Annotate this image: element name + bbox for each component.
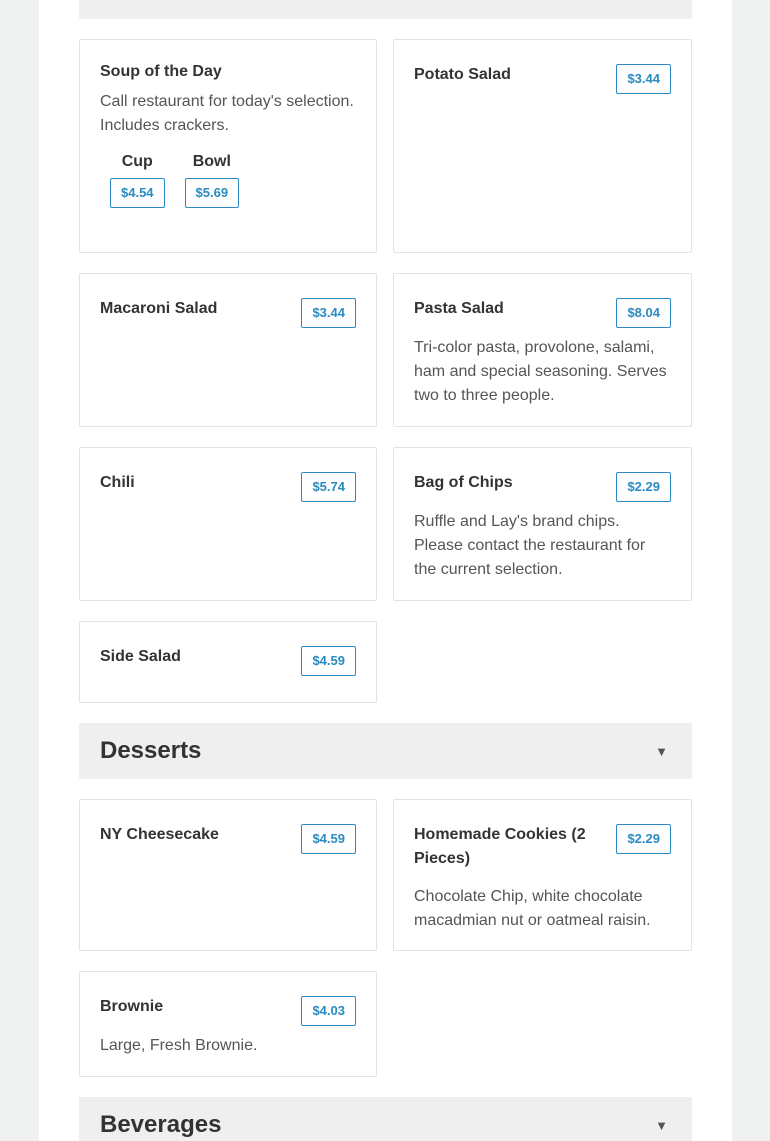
item-name: NY Cheesecake bbox=[100, 826, 219, 843]
menu-item-potato-salad[interactable] bbox=[393, 39, 692, 253]
size-option-cup bbox=[110, 152, 165, 208]
menu-item-homemade-cookies[interactable] bbox=[393, 799, 692, 951]
menu-page bbox=[39, 0, 732, 1141]
item-description: Tri-color pasta, provolone, salami, ham and special seasoning. Serves two to three people. bbox=[414, 339, 667, 404]
item-description: Ruffle and Lay's brand chips. Please contact the restaurant for the current selection. bbox=[414, 513, 646, 578]
menu-item-pasta-salad[interactable] bbox=[393, 273, 692, 427]
price-button[interactable]: $3.44 bbox=[301, 298, 356, 328]
section-header-previous[interactable] bbox=[79, 0, 692, 19]
price-button[interactable]: $5.69 bbox=[185, 178, 240, 208]
section-title: Desserts bbox=[100, 737, 202, 764]
section-header-desserts[interactable] bbox=[79, 723, 692, 779]
item-name: Side Salad bbox=[100, 648, 181, 665]
price-button[interactable]: $3.44 bbox=[616, 64, 671, 94]
item-name: Pasta Salad bbox=[414, 300, 504, 317]
menu-item-brownie[interactable] bbox=[79, 971, 377, 1077]
size-option-bowl bbox=[185, 152, 240, 208]
size-label: Cup bbox=[121, 153, 153, 170]
menu-item-soup-of-the-day[interactable] bbox=[79, 39, 377, 253]
size-options bbox=[110, 152, 356, 208]
item-name: Potato Salad bbox=[414, 66, 511, 83]
menu-item-chili[interactable] bbox=[79, 447, 377, 601]
caret-down-icon: ▼ bbox=[655, 743, 668, 759]
caret-down-icon: ▼ bbox=[655, 1117, 668, 1133]
section-header-beverages[interactable] bbox=[79, 1097, 692, 1141]
price-button[interactable]: $5.74 bbox=[301, 472, 356, 502]
menu-item-side-salad[interactable] bbox=[79, 621, 377, 703]
price-button[interactable]: $2.29 bbox=[616, 472, 671, 502]
item-description: Chocolate Chip, white chocolate macadmian nut or oatmeal raisin. bbox=[414, 888, 651, 929]
item-name: Soup of the Day bbox=[100, 63, 222, 80]
item-name: Homemade Cookies (2 Pieces) bbox=[414, 826, 586, 867]
price-button[interactable]: $4.03 bbox=[301, 996, 356, 1026]
size-label: Bowl bbox=[192, 153, 231, 170]
price-button[interactable]: $2.29 bbox=[616, 824, 671, 854]
price-button[interactable]: $4.59 bbox=[301, 824, 356, 854]
price-button[interactable]: $4.54 bbox=[110, 178, 165, 208]
menu-item-bag-of-chips[interactable] bbox=[393, 447, 692, 601]
item-description: Call restaurant for today's selection. Includes crackers. bbox=[100, 93, 354, 134]
price-button[interactable]: $4.59 bbox=[301, 646, 356, 676]
item-name: Bag of Chips bbox=[414, 474, 513, 491]
menu-item-macaroni-salad[interactable] bbox=[79, 273, 377, 427]
price-button[interactable]: $8.04 bbox=[616, 298, 671, 328]
section-title: Beverages bbox=[100, 1111, 222, 1138]
item-name: Macaroni Salad bbox=[100, 300, 218, 317]
item-description: Large, Fresh Brownie. bbox=[100, 1037, 258, 1054]
item-name: Brownie bbox=[100, 998, 164, 1015]
item-name: Chili bbox=[100, 474, 135, 491]
menu-item-ny-cheesecake[interactable] bbox=[79, 799, 377, 951]
